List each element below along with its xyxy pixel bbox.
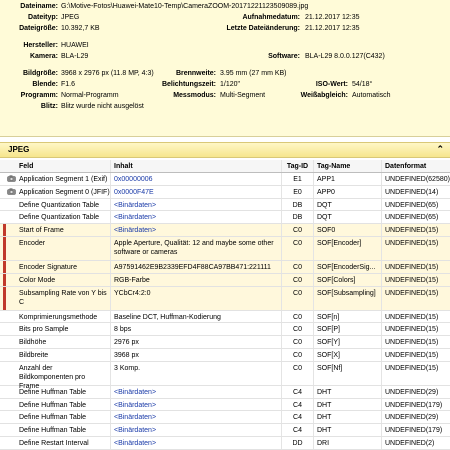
dateityp-value: JPEG bbox=[61, 14, 80, 21]
cell-tag-name: SOF[n] bbox=[314, 311, 382, 323]
programm-label: Programm: bbox=[20, 92, 58, 99]
letzte-aenderung-label: Letzte Dateiänderung: bbox=[226, 25, 300, 32]
table-row[interactable] bbox=[0, 411, 450, 424]
kamera-value: BLA-L29 bbox=[61, 53, 89, 60]
dateityp-label: Dateityp: bbox=[28, 14, 58, 21]
cell-inhalt: 3 Komp. bbox=[111, 362, 282, 385]
messmodus-value: Multi-Segment bbox=[220, 92, 266, 99]
cell-tag-id: E1 bbox=[282, 173, 314, 185]
cell-inhalt: Baseline DCT, Huffman-Kodierung bbox=[111, 311, 282, 323]
brennweite-value: 3.95 mm (27 mm KB) bbox=[220, 70, 287, 77]
cell-inhalt: 8 bps bbox=[111, 323, 282, 335]
cell-inhalt: <Binärdaten> bbox=[111, 411, 282, 423]
table-row[interactable] bbox=[0, 386, 450, 399]
table-row[interactable] bbox=[0, 199, 450, 212]
cell-feld: Define Quantization Table bbox=[0, 199, 111, 211]
cell-feld: Define Huffman Table bbox=[0, 386, 111, 398]
cell-tag-name: DRI bbox=[314, 437, 382, 449]
column-header-tag-id[interactable]: Tag-ID bbox=[282, 160, 314, 172]
cell-inhalt: Apple Aperture, Qualität: 12 and maybe some other software or cameras bbox=[111, 237, 282, 260]
cell-feld: Encoder bbox=[0, 237, 111, 260]
cell-datenformat: UNDEFINED(15) bbox=[385, 313, 439, 321]
cell-inhalt: 3968 px bbox=[111, 349, 282, 361]
belichtungszeit-value: 1/120" bbox=[220, 81, 241, 88]
table-header bbox=[0, 160, 450, 173]
bildgroesse-label: Bildgröße: bbox=[23, 70, 58, 77]
cell-datenformat: UNDEFINED(2) bbox=[385, 439, 435, 447]
cell-tag-name: DHT bbox=[314, 411, 382, 423]
table-row[interactable] bbox=[0, 399, 450, 412]
dateiname-label: Dateiname: bbox=[20, 3, 58, 10]
cell-datenformat: UNDEFINED(15) bbox=[385, 263, 439, 271]
cell-tag-name: APP1 bbox=[314, 173, 382, 185]
hersteller-label: Hersteller: bbox=[23, 42, 58, 49]
blitz-value: Blitz wurde nicht ausgelöst bbox=[61, 103, 144, 110]
jpeg-tag-table bbox=[0, 160, 450, 450]
cell-datenformat: UNDEFINED(15) bbox=[385, 351, 439, 359]
cell-tag-name: DHT bbox=[314, 399, 382, 411]
iso-value: 54/18° bbox=[352, 81, 373, 88]
dateigroesse-label: Dateigröße: bbox=[19, 25, 58, 32]
table-row[interactable] bbox=[0, 311, 450, 324]
cell-tag-name: SOF[Nf] bbox=[314, 362, 382, 385]
table-row[interactable] bbox=[0, 287, 450, 311]
cell-datenformat: UNDEFINED(65) bbox=[385, 214, 439, 222]
cell-inhalt: YCbCr4:2:0 bbox=[111, 287, 282, 310]
cell-inhalt: RGB-Farbe bbox=[111, 274, 282, 286]
cell-tag-id: E0 bbox=[282, 186, 314, 198]
cell-tag-id: C0 bbox=[282, 349, 314, 361]
cell-inhalt: <Binärdaten> bbox=[111, 199, 282, 211]
cell-tag-id: C0 bbox=[282, 311, 314, 323]
cell-feld: Define Huffman Table bbox=[0, 411, 111, 423]
cell-datenformat: UNDEFINED(15) bbox=[385, 364, 439, 372]
cell-inhalt: A97591462E9B2339EFD4F88CA97BB471:221111 bbox=[111, 261, 282, 273]
cell-tag-name: SOF[X] bbox=[314, 349, 382, 361]
cell-inhalt: <Binärdaten> bbox=[111, 399, 282, 411]
blende-value: F1.6 bbox=[61, 81, 76, 88]
aufnahmedatum-label: Aufnahmedatum: bbox=[242, 14, 300, 21]
table-row[interactable] bbox=[0, 274, 450, 287]
cell-tag-id: C0 bbox=[282, 336, 314, 348]
cell-feld: Encoder Signature bbox=[0, 261, 111, 273]
column-header-inhalt[interactable]: Inhalt bbox=[111, 160, 282, 172]
software-value: BLA-L29 8.0.0.127(C432) bbox=[305, 53, 385, 60]
table-row[interactable] bbox=[0, 237, 450, 261]
aufnahmedatum-value: 21.12.2017 12:35 bbox=[305, 14, 360, 21]
cell-tag-id: C0 bbox=[282, 323, 314, 335]
cell-tag-name: SOF[EncoderSig... bbox=[314, 261, 382, 273]
table-row[interactable] bbox=[0, 323, 450, 336]
cell-feld: Bildbreite bbox=[0, 349, 111, 361]
cell-tag-name: SOF[Colors] bbox=[314, 274, 382, 286]
cell-tag-name: DQT bbox=[314, 211, 382, 223]
cell-tag-name: SOF[P] bbox=[314, 323, 382, 335]
cell-tag-id: C0 bbox=[282, 261, 314, 273]
dateiname-value: G:\Motive-Fotos\Huawei-Mate10-Temp\CameraZOOM-20171221123509089.jpg bbox=[61, 3, 309, 10]
cell-tag-id: C0 bbox=[282, 237, 314, 260]
cell-tag-id: C0 bbox=[282, 362, 314, 385]
table-body bbox=[0, 173, 450, 450]
cell-tag-id: C4 bbox=[282, 399, 314, 411]
cell-datenformat: UNDEFINED(15) bbox=[385, 339, 439, 347]
letzte-aenderung-value: 21.12.2017 12:35 bbox=[305, 25, 360, 32]
hersteller-value: HUAWEI bbox=[61, 42, 89, 49]
cell-datenformat: UNDEFINED(179) bbox=[385, 401, 443, 409]
cell-feld: Define Quantization Table bbox=[0, 211, 111, 223]
table-row[interactable] bbox=[0, 186, 450, 199]
table-row[interactable] bbox=[0, 173, 450, 186]
cell-tag-id: DB bbox=[282, 211, 314, 223]
cell-inhalt: <Binärdaten> bbox=[111, 424, 282, 436]
cell-tag-id: C4 bbox=[282, 424, 314, 436]
cell-tag-name: SOF[Y] bbox=[314, 336, 382, 348]
cell-feld: Start of Frame bbox=[0, 224, 111, 236]
cell-tag-id: DD bbox=[282, 437, 314, 449]
blende-label: Blende: bbox=[32, 81, 58, 88]
belichtungszeit-label: Belichtungszeit: bbox=[161, 81, 216, 88]
cell-feld: Application Segment 0 (JFIF) bbox=[0, 186, 111, 198]
cell-feld: Define Restart Interval bbox=[0, 437, 111, 449]
jpeg-section-header[interactable] bbox=[0, 142, 450, 158]
file-properties-panel bbox=[0, 0, 450, 137]
cell-feld: Komprimierungsmethode bbox=[0, 311, 111, 323]
table-row[interactable] bbox=[0, 424, 450, 437]
cell-feld: Define Huffman Table bbox=[0, 399, 111, 411]
table-row[interactable] bbox=[0, 211, 450, 224]
table-row[interactable] bbox=[0, 362, 450, 390]
cell-feld: Bits pro Sample bbox=[0, 323, 111, 335]
section-title: JPEG bbox=[8, 145, 30, 154]
cell-feld: Anzahl der Bildkomponenten pro Frame bbox=[0, 362, 111, 385]
messmodus-label: Messmodus: bbox=[173, 92, 216, 99]
cell-tag-id: C4 bbox=[282, 411, 314, 423]
cell-feld: Bildhöhe bbox=[0, 336, 111, 348]
cell-feld: Subsampling Rate von Y bis C bbox=[0, 287, 111, 310]
blitz-label: Blitz: bbox=[40, 103, 58, 110]
programm-value: Normal-Programm bbox=[61, 92, 119, 99]
table-row[interactable] bbox=[0, 261, 450, 274]
weissabgleich-value: Automatisch bbox=[352, 92, 391, 99]
cell-tag-name: DHT bbox=[314, 424, 382, 436]
cell-tag-name: SOF0 bbox=[314, 224, 382, 236]
cell-tag-id: C4 bbox=[282, 386, 314, 398]
cell-inhalt: 0x00000006 bbox=[111, 173, 282, 185]
cell-datenformat: UNDEFINED(29) bbox=[385, 388, 439, 396]
cell-datenformat: UNDEFINED(14) bbox=[385, 188, 439, 196]
cell-tag-name: SOF[Subsampling] bbox=[314, 287, 382, 310]
cell-datenformat: UNDEFINED(62580) bbox=[385, 176, 450, 183]
cell-datenformat: UNDEFINED(15) bbox=[385, 289, 439, 297]
cell-datenformat: UNDEFINED(15) bbox=[385, 239, 439, 247]
cell-tag-id: C0 bbox=[282, 287, 314, 310]
cell-feld: Application Segment 1 (Exif) bbox=[0, 173, 111, 185]
cell-tag-name: SOF[Encoder] bbox=[314, 237, 382, 260]
iso-label: ISO-Wert: bbox=[315, 81, 348, 88]
cell-tag-id: C0 bbox=[282, 224, 314, 236]
cell-tag-name: DQT bbox=[314, 199, 382, 211]
cell-tag-name: APP0 bbox=[314, 186, 382, 198]
cell-feld: Define Huffman Table bbox=[0, 424, 111, 436]
cell-datenformat: UNDEFINED(15) bbox=[385, 326, 439, 334]
cell-inhalt: <Binärdaten> bbox=[111, 224, 282, 236]
kamera-label: Kamera: bbox=[29, 53, 58, 60]
table-row[interactable] bbox=[0, 224, 450, 237]
weissabgleich-label: Weißabgleich: bbox=[300, 92, 348, 99]
cell-feld: Color Mode bbox=[0, 274, 111, 286]
cell-tag-id: C0 bbox=[282, 274, 314, 286]
cell-tag-id: DB bbox=[282, 199, 314, 211]
table-row[interactable] bbox=[0, 349, 450, 362]
bildgroesse-value: 3968 x 2976 px (11.8 MP, 4:3) bbox=[61, 70, 154, 77]
cell-inhalt: <Binärdaten> bbox=[111, 211, 282, 223]
cell-datenformat: UNDEFINED(15) bbox=[385, 276, 439, 284]
cell-datenformat: UNDEFINED(15) bbox=[385, 227, 439, 235]
column-header-datenformat[interactable]: Datenformat bbox=[385, 163, 427, 170]
collapse-chevron-icon[interactable]: ⌃ bbox=[436, 144, 444, 154]
cell-datenformat: UNDEFINED(29) bbox=[385, 414, 439, 422]
cell-inhalt: <Binärdaten> bbox=[111, 437, 282, 449]
cell-tag-name: DHT bbox=[314, 386, 382, 398]
dateigroesse-value: 10.392,7 KB bbox=[61, 25, 100, 32]
cell-inhalt: <Binärdaten> bbox=[111, 386, 282, 398]
table-row[interactable] bbox=[0, 437, 450, 450]
software-label: Software: bbox=[268, 53, 300, 60]
cell-inhalt: 0x0000F47E bbox=[111, 186, 282, 198]
column-header-tag-name[interactable]: Tag-Name bbox=[314, 160, 382, 172]
table-row[interactable] bbox=[0, 336, 450, 349]
column-header-feld[interactable]: Feld bbox=[0, 160, 111, 172]
brennweite-label: Brennweite: bbox=[175, 70, 216, 77]
cell-datenformat: UNDEFINED(65) bbox=[385, 201, 439, 209]
cell-datenformat: UNDEFINED(179) bbox=[385, 427, 443, 435]
cell-inhalt: 2976 px bbox=[111, 336, 282, 348]
